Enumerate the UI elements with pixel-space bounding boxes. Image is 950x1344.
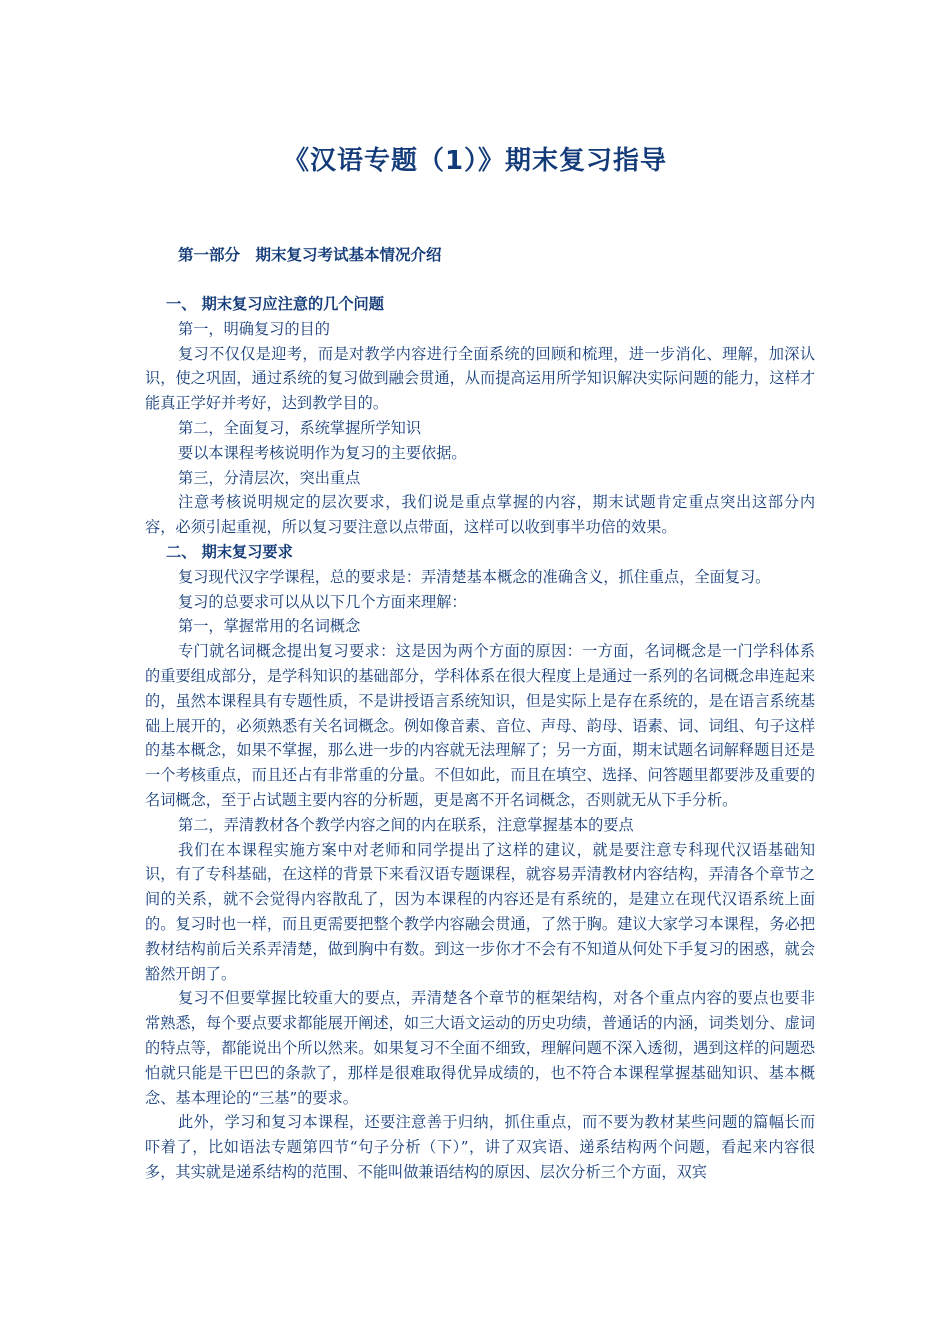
paragraph: 复习现代汉字学课程，总的要求是：弄清楚基本概念的准确含义，抓住重点，全面复习。	[178, 567, 771, 586]
paragraph: 复习不但要掌握比较重大的要点，弄清楚各个章节的框架结构，对各个重点内容的要点也要非常熟悉，每个要点要求都能展开阐述，如三大语文运动的历史功绩，普通话的内涵，词类划分、虚词的特点等，都能说出个所以然来。如果复习不全面不细致，理解问题不深入透彻，遇到这样的问题恐怕就只能是干巴巴的条款了，那样是很难取得优异成绩的，也不符合本课程掌握基础知识、基本概念、基本理论的“三基”的要求。	[145, 989, 815, 1107]
document-body	[145, 292, 815, 1185]
paragraph: 复习的总要求可以从以下几个方面来理解：	[178, 592, 467, 611]
paragraph: 要以本课程考核说明作为复习的主要依据。	[178, 443, 467, 462]
paragraph: 注意考核说明规定的层次要求，我们说是重点掌握的内容，期末试题肯定重点突出这部分内容，必须引起重视，所以复习要注意以点带面，这样可以收到事半功倍的效果。	[145, 493, 815, 537]
part-heading: 第一部分 期末复习考试基本情况介绍	[178, 245, 442, 264]
paragraph: 第三，分清层次，突出重点	[178, 468, 361, 487]
paragraph: 第二，弄清教材各个教学内容之间的内在联系，注意掌握基本的要点	[178, 815, 634, 834]
document-title: 《汉语专题（1）》期末复习指导	[282, 146, 668, 176]
paragraph: 第一，明确复习的目的	[178, 319, 330, 338]
paragraph: 此外，学习和复习本课程，还要注意善于归纳，抓住重点，而不要为教材某些问题的篇幅长而吓着了，比如语法专题第四节“句子分析（下）”，讲了双宾语、递系结构两个问题，看起来内容很多，其实就是递系结构的范围、不能叫做兼语结构的原因、层次分析三个方面，双宾	[145, 1113, 815, 1181]
section-heading: 二、 期末复习要求	[166, 542, 293, 561]
paragraph: 复习不仅仅是迎考，而是对教学内容进行全面系统的回顾和梳理，进一步消化、理解，加深认识，使之巩固，通过系统的复习做到融会贯通，从而提高运用所学知识解决实际问题的能力，这样才能真正学好并考好，达到教学目的。	[145, 344, 815, 413]
paragraph: 专门就名词概念提出复习要求：这是因为两个方面的原因：一方面，名词概念是一门学科体系的重要组成部分，是学科知识的基础部分，学科体系在很大程度上是通过一系列的名词概念串连起来的，虽然本课程具有专题性质，不是讲授语言系统知识，但是实际上是存在系统的，是在语言系统基础上展开的，必须熟悉有关名词概念。例如像音素、音位、声母、韵母、语素、词、词组、句子这样的基本概念，如果不掌握，那么进一步的内容就无法理解了；另一方面，期末试题名词解释题目还是一个考核重点，而且还占有非常重的分量。不但如此，而且在填空、选择、问答题里都要涉及重要的名词概念，至于占试题主要内容的分析题，更是离不开名词概念，否则就无从下手分析。	[145, 642, 815, 809]
paragraph: 我们在本课程实施方案中对老师和同学提出了这样的建议，就是要注意专科现代汉语基础知识，有了专科基础，在这样的背景下来看汉语专题课程，就容易弄清教材内容结构，弄清各个章节之间的关系，就不会觉得内容散乱了，因为本课程的内容还是有系统的，是建立在现代汉语系统上面的。复习时也一样，而且更需要把整个教学内容融会贯通，了然于胸。建议大家学习本课程，务必把教材结构前后关系弄清楚，做到胸中有数。到这一步你才不会有不知道从何处下手复习的困惑，就会豁然开朗了。	[145, 840, 815, 983]
paragraph: 第一，掌握常用的名词概念	[178, 617, 361, 636]
paragraph: 第二，全面复习，系统掌握所学知识	[178, 418, 421, 437]
section-heading: 一、 期末复习应注意的几个问题	[166, 295, 384, 313]
